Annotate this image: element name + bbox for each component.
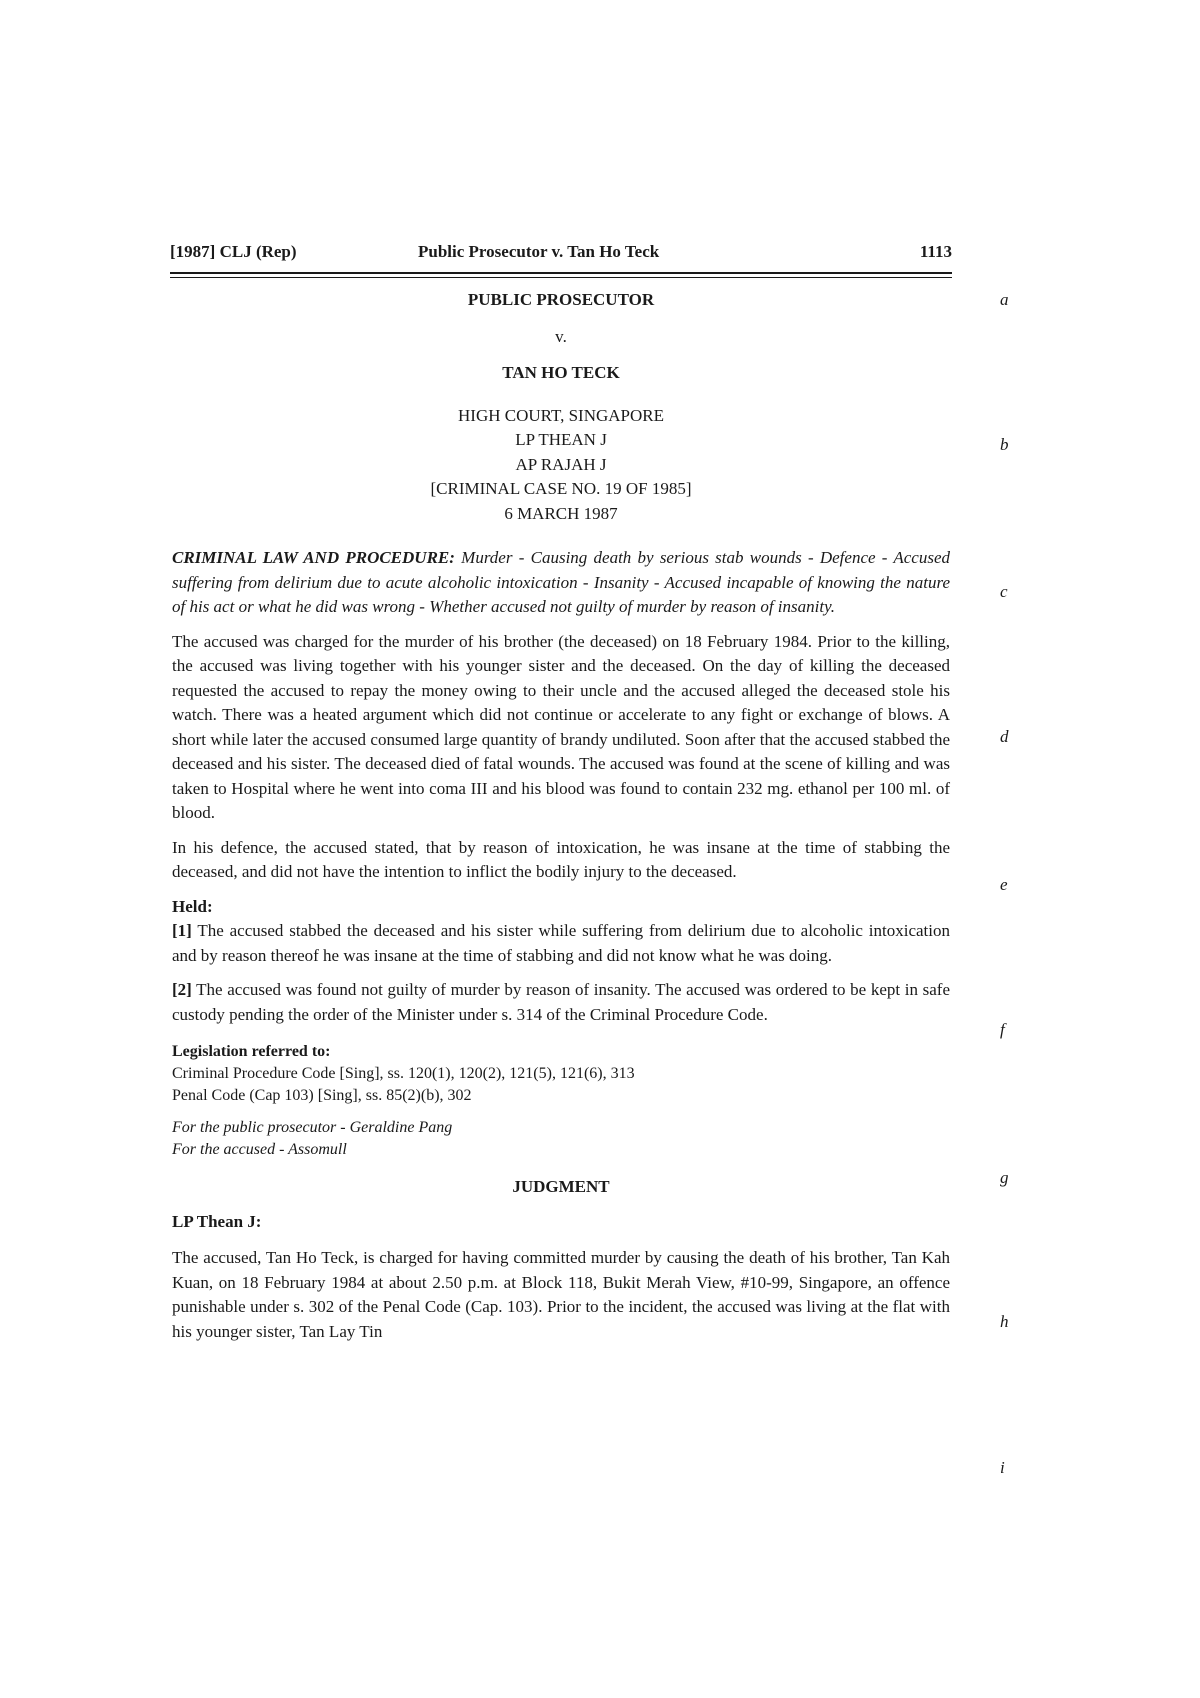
running-header	[170, 242, 952, 268]
counsel-line: For the public prosecutor - Geraldine Pang	[172, 1119, 453, 1136]
case-number: [CRIMINAL CASE NO. 19 OF 1985]	[430, 479, 692, 498]
margin-letter: d	[1000, 727, 1009, 746]
held-item	[172, 978, 950, 1027]
margin-letter: g	[1000, 1168, 1009, 1187]
judge-name: LP THEAN J	[515, 430, 607, 449]
judgment-paragraph: The accused, Tan Ho Teck, is charged for having committed murder by causing the death of his brother, Tan Kah Kuan, on 18 February 1984 at about 2.50 p.m. at Block 118, Bukit Merah View, #10-99, Singapore, an offence punishable under s. 302 of the Penal Code (Cap. 103). Prior to the incident, the accused was living at the flat with his younger sister, Tan Lay Tin	[172, 1248, 950, 1341]
legislation-item: Penal Code (Cap 103) [Sing], ss. 85(2)(b), 302	[172, 1087, 472, 1104]
header-rule-thin	[170, 277, 952, 278]
judge-name: AP RAJAH J	[515, 454, 607, 474]
page-number: 1113	[919, 242, 952, 261]
legislation-heading: Legislation referred to:	[172, 1043, 331, 1060]
held-item-number: [1]	[172, 921, 192, 940]
party-prosecutor: PUBLIC PROSECUTOR	[467, 290, 655, 309]
counsel-line: For the accused - Assomull	[172, 1141, 347, 1158]
report-citation: [1987] CLJ (Rep)	[170, 242, 297, 261]
header-rule-thick	[170, 272, 952, 274]
held-heading: Held:	[172, 896, 213, 916]
legislation-section	[172, 1041, 950, 1107]
catchwords-text: Murder - Causing death by serious stab wounds - Defence - Accused suffering from delirium due to acute alcoholic intoxication - Insanity - Accused incapable of knowing the nature of his act or what he did was wrong - Whether accused not guilty of murder by reason of insanity.	[172, 548, 950, 616]
held-item	[172, 919, 950, 968]
catchwords	[172, 546, 950, 620]
case-short-title: Public Prosecutor v. Tan Ho Teck	[418, 242, 660, 261]
court-name: HIGH COURT, SINGAPORE	[458, 405, 664, 425]
versus: v.	[555, 326, 567, 346]
summary-paragraph: In his defence, the accused stated, that by reason of intoxication, he was insane at the time of stabbing the deceased, and did not have the intention to inflict the bodily injury to the deceased.	[172, 837, 950, 881]
counsel-section	[172, 1117, 950, 1161]
document-body	[172, 288, 950, 1344]
margin-letter: e	[1000, 875, 1008, 894]
margin-letter: i	[1000, 1458, 1005, 1477]
held-item-text: The accused was found not guilty of murder by reason of insanity. The accused was ordered to be kept in safe custody pending the order of the Minister under s. 314 of the Criminal Procedure Code.	[172, 980, 950, 1024]
held-item-text: The accused stabbed the deceased and his sister while suffering from delirium due to alcoholic intoxication and by reason thereof he was insane at the time of stabbing and did not know what he was doing.	[172, 921, 950, 965]
court-details	[172, 404, 950, 527]
party-accused: TAN HO TECK	[502, 363, 620, 382]
margin-letter: b	[1000, 435, 1009, 454]
margin-letter: f	[1000, 1020, 1005, 1039]
judgment-heading: JUDGMENT	[512, 1177, 610, 1196]
judgment-judge: LP Thean J:	[172, 1211, 262, 1231]
held-list	[172, 919, 950, 1027]
summary-paragraph: The accused was charged for the murder of his brother (the deceased) on 18 February 1984. Prior to the killing, the accused was living together with his younger sister and the deceased. On the day of killing the deceased requested the accused to repay the money owing to their uncle and the accused alleged the deceased stole his watch. There was a heated argument which did not continue or accelerate to any fight or exchange of blows. A short while later the accused consumed large quantity of brandy undiluted. Soon after that the accused stabbed the deceased and his sister. The deceased died of fatal wounds. The accused was found at the scene of killing and was taken to Hospital where he went into coma III and his blood was found to contain 232 mg. ethanol per 100 ml. of blood.	[172, 631, 950, 822]
margin-letter: h	[1000, 1312, 1009, 1331]
catchwords-heading: CRIMINAL LAW AND PROCEDURE:	[172, 548, 455, 567]
margin-letter: c	[1000, 582, 1008, 601]
held-item-number: [2]	[172, 980, 192, 999]
margin-letter: a	[1000, 290, 1009, 309]
decision-date: 6 MARCH 1987	[504, 503, 618, 523]
legislation-item: Criminal Procedure Code [Sing], ss. 120(1), 120(2), 121(5), 121(6), 313	[172, 1065, 635, 1082]
